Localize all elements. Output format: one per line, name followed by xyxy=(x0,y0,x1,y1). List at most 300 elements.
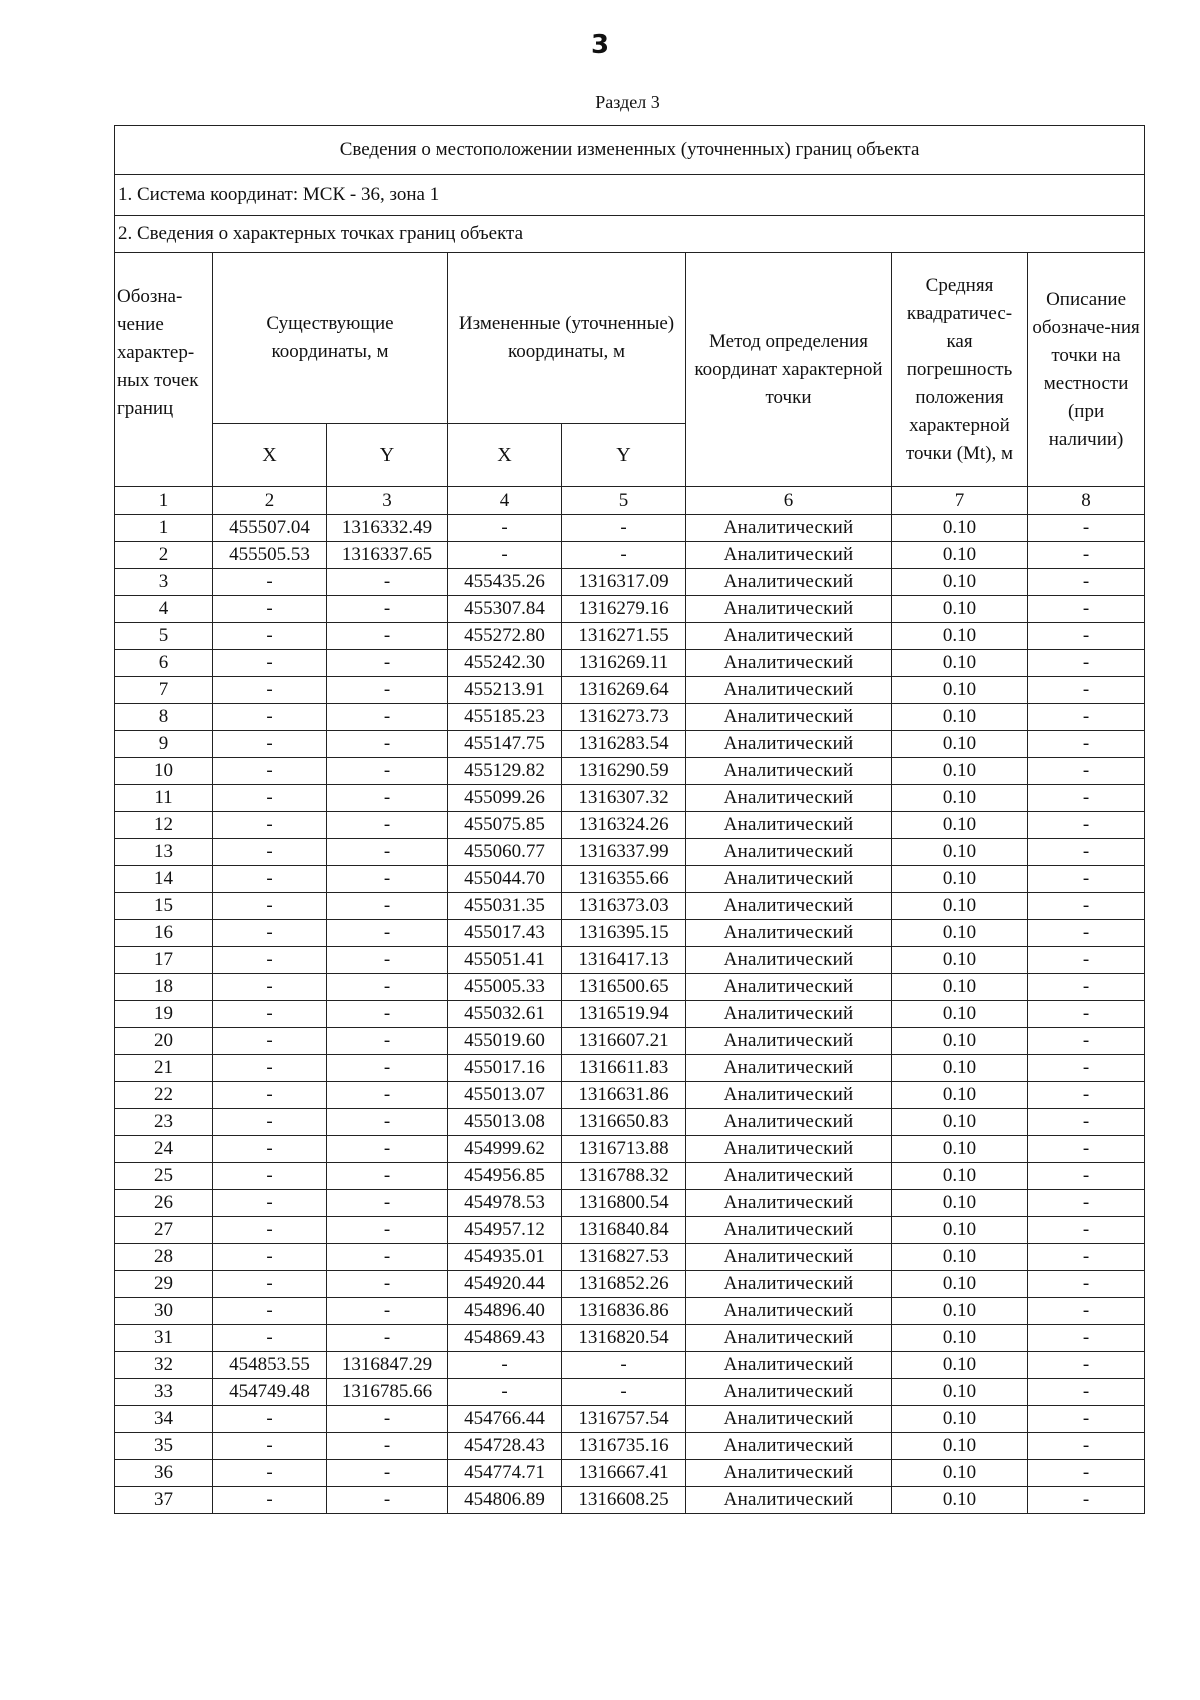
cell-changed-y: 1316608.25 xyxy=(562,1487,686,1514)
column-number: 2 xyxy=(213,487,327,515)
cell-changed-y: 1316324.26 xyxy=(562,812,686,839)
cell-mean-error: 0.10 xyxy=(892,974,1028,1001)
column-number: 6 xyxy=(686,487,892,515)
cell-existing-x: - xyxy=(213,677,327,704)
cell-method: Аналитический xyxy=(686,596,892,623)
cell-existing-x: - xyxy=(213,569,327,596)
cell-method: Аналитический xyxy=(686,785,892,812)
cell-changed-x: 454978.53 xyxy=(448,1190,562,1217)
cell-mean-error: 0.10 xyxy=(892,1433,1028,1460)
cell-description: - xyxy=(1028,704,1145,731)
cell-changed-y: 1316631.86 xyxy=(562,1082,686,1109)
cell-existing-y: - xyxy=(327,623,448,650)
cell-mean-error: 0.10 xyxy=(892,1109,1028,1136)
cell-changed-x: 455013.08 xyxy=(448,1109,562,1136)
cell-method: Аналитический xyxy=(686,1325,892,1352)
cell-existing-x: - xyxy=(213,1028,327,1055)
cell-point-number: 12 xyxy=(115,812,213,839)
cell-changed-y: 1316519.94 xyxy=(562,1001,686,1028)
cell-changed-y: 1316735.16 xyxy=(562,1433,686,1460)
coordinate-system: 1. Система координат: МСК - 36, зона 1 xyxy=(115,175,1145,216)
cell-point-number: 24 xyxy=(115,1136,213,1163)
cell-point-number: 35 xyxy=(115,1433,213,1460)
cell-point-number: 3 xyxy=(115,569,213,596)
cell-mean-error: 0.10 xyxy=(892,623,1028,650)
cell-existing-x: - xyxy=(213,758,327,785)
cell-existing-y: - xyxy=(327,1055,448,1082)
cell-description: - xyxy=(1028,758,1145,785)
cell-mean-error: 0.10 xyxy=(892,1379,1028,1406)
cell-existing-x: - xyxy=(213,1136,327,1163)
cell-point-number: 37 xyxy=(115,1487,213,1514)
header-description: Описание обозначе-ния точки на местности (при наличии) xyxy=(1028,253,1145,487)
cell-point-number: 14 xyxy=(115,866,213,893)
cell-changed-y: - xyxy=(562,1379,686,1406)
cell-method: Аналитический xyxy=(686,515,892,542)
table-row xyxy=(115,1325,1145,1352)
cell-existing-x: - xyxy=(213,866,327,893)
cell-existing-x: - xyxy=(213,623,327,650)
cell-method: Аналитический xyxy=(686,1001,892,1028)
cell-point-number: 19 xyxy=(115,1001,213,1028)
cell-changed-y: 1316307.32 xyxy=(562,785,686,812)
cell-mean-error: 0.10 xyxy=(892,1190,1028,1217)
cell-existing-x: - xyxy=(213,1109,327,1136)
cell-mean-error: 0.10 xyxy=(892,1298,1028,1325)
cell-changed-y: 1316317.09 xyxy=(562,569,686,596)
cell-mean-error: 0.10 xyxy=(892,1136,1028,1163)
cell-changed-x: 455099.26 xyxy=(448,785,562,812)
header-existing-y: Y xyxy=(327,424,448,487)
cell-mean-error: 0.10 xyxy=(892,1460,1028,1487)
table-row xyxy=(115,866,1145,893)
cell-changed-x: 455307.84 xyxy=(448,596,562,623)
cell-existing-y: - xyxy=(327,1001,448,1028)
cell-changed-y: 1316355.66 xyxy=(562,866,686,893)
cell-point-number: 31 xyxy=(115,1325,213,1352)
cell-changed-x: 454957.12 xyxy=(448,1217,562,1244)
table-row xyxy=(115,1136,1145,1163)
cell-existing-x: - xyxy=(213,785,327,812)
cell-existing-x: - xyxy=(213,596,327,623)
cell-existing-x: - xyxy=(213,839,327,866)
table-row xyxy=(115,947,1145,974)
cell-changed-x: 455129.82 xyxy=(448,758,562,785)
cell-description: - xyxy=(1028,1028,1145,1055)
table-row xyxy=(115,1001,1145,1028)
cell-mean-error: 0.10 xyxy=(892,947,1028,974)
cell-mean-error: 0.10 xyxy=(892,920,1028,947)
cell-existing-x: 455505.53 xyxy=(213,542,327,569)
cell-description: - xyxy=(1028,569,1145,596)
table-row xyxy=(115,893,1145,920)
cell-existing-x: - xyxy=(213,1217,327,1244)
cell-point-number: 23 xyxy=(115,1109,213,1136)
cell-point-number: 29 xyxy=(115,1271,213,1298)
cell-changed-y: 1316800.54 xyxy=(562,1190,686,1217)
cell-point-number: 4 xyxy=(115,596,213,623)
cell-existing-y: - xyxy=(327,947,448,974)
cell-changed-x: 455272.80 xyxy=(448,623,562,650)
cell-existing-x: - xyxy=(213,947,327,974)
cell-mean-error: 0.10 xyxy=(892,1217,1028,1244)
cell-changed-y: 1316269.64 xyxy=(562,677,686,704)
cell-changed-y: 1316788.32 xyxy=(562,1163,686,1190)
cell-method: Аналитический xyxy=(686,920,892,947)
cell-changed-y: 1316820.54 xyxy=(562,1325,686,1352)
table-row xyxy=(115,1163,1145,1190)
header-changed-y: Y xyxy=(562,424,686,487)
table-row xyxy=(115,731,1145,758)
cell-mean-error: 0.10 xyxy=(892,1325,1028,1352)
cell-point-number: 7 xyxy=(115,677,213,704)
cell-description: - xyxy=(1028,623,1145,650)
cell-existing-y: - xyxy=(327,1109,448,1136)
table-row xyxy=(115,1352,1145,1379)
cell-method: Аналитический xyxy=(686,1406,892,1433)
cell-method: Аналитический xyxy=(686,1055,892,1082)
cell-changed-y: 1316827.53 xyxy=(562,1244,686,1271)
cell-existing-x: 455507.04 xyxy=(213,515,327,542)
cell-mean-error: 0.10 xyxy=(892,1055,1028,1082)
cell-existing-y: - xyxy=(327,1298,448,1325)
cell-description: - xyxy=(1028,785,1145,812)
cell-changed-x: 455060.77 xyxy=(448,839,562,866)
cell-mean-error: 0.10 xyxy=(892,731,1028,758)
cell-point-number: 9 xyxy=(115,731,213,758)
section-label: Раздел 3 xyxy=(595,92,660,112)
cell-existing-y: - xyxy=(327,893,448,920)
cell-method: Аналитический xyxy=(686,1109,892,1136)
table-row xyxy=(115,1271,1145,1298)
column-number: 3 xyxy=(327,487,448,515)
cell-description: - xyxy=(1028,1352,1145,1379)
cell-method: Аналитический xyxy=(686,1379,892,1406)
cell-mean-error: 0.10 xyxy=(892,893,1028,920)
cell-description: - xyxy=(1028,920,1145,947)
cell-existing-x: - xyxy=(213,1001,327,1028)
cell-description: - xyxy=(1028,650,1145,677)
cell-changed-x: 455435.26 xyxy=(448,569,562,596)
table-row xyxy=(115,1406,1145,1433)
cell-description: - xyxy=(1028,1001,1145,1028)
cell-changed-y: 1316852.26 xyxy=(562,1271,686,1298)
cell-existing-y: - xyxy=(327,1460,448,1487)
cell-description: - xyxy=(1028,1190,1145,1217)
cell-method: Аналитический xyxy=(686,1190,892,1217)
cell-existing-y: - xyxy=(327,1028,448,1055)
cell-point-number: 16 xyxy=(115,920,213,947)
cell-changed-x: 454869.43 xyxy=(448,1325,562,1352)
cell-existing-x: - xyxy=(213,1055,327,1082)
cell-existing-y: - xyxy=(327,974,448,1001)
cell-existing-y: - xyxy=(327,812,448,839)
cell-existing-y: - xyxy=(327,1082,448,1109)
cell-existing-y: - xyxy=(327,1217,448,1244)
cell-changed-x: 455032.61 xyxy=(448,1001,562,1028)
table-row xyxy=(115,974,1145,1001)
cell-point-number: 21 xyxy=(115,1055,213,1082)
cell-method: Аналитический xyxy=(686,1028,892,1055)
table-row xyxy=(115,1379,1145,1406)
cell-description: - xyxy=(1028,1109,1145,1136)
cell-changed-y: 1316269.11 xyxy=(562,650,686,677)
cell-existing-x: - xyxy=(213,1298,327,1325)
cell-existing-x: - xyxy=(213,920,327,947)
cell-existing-y: - xyxy=(327,785,448,812)
cell-changed-x: - xyxy=(448,1352,562,1379)
cell-description: - xyxy=(1028,1433,1145,1460)
header-error: Средняя квадратичес-кая погрешность положения характерной точки (Mt), м xyxy=(892,253,1028,487)
table-row xyxy=(115,1055,1145,1082)
cell-mean-error: 0.10 xyxy=(892,812,1028,839)
cell-method: Аналитический xyxy=(686,1217,892,1244)
cell-point-number: 13 xyxy=(115,839,213,866)
cell-description: - xyxy=(1028,947,1145,974)
cell-point-number: 33 xyxy=(115,1379,213,1406)
cell-changed-x: 455051.41 xyxy=(448,947,562,974)
header-designation: Обозна-чение характер-ных точек границ xyxy=(115,253,213,487)
header-method: Метод определения координат характерной точки xyxy=(686,253,892,487)
column-number: 1 xyxy=(115,487,213,515)
cell-existing-x: - xyxy=(213,1163,327,1190)
cell-mean-error: 0.10 xyxy=(892,650,1028,677)
cell-method: Аналитический xyxy=(686,893,892,920)
table-row xyxy=(115,1460,1145,1487)
column-number: 4 xyxy=(448,487,562,515)
cell-existing-x: - xyxy=(213,1325,327,1352)
table-row xyxy=(115,1217,1145,1244)
cell-changed-y: 1316417.13 xyxy=(562,947,686,974)
cell-point-number: 2 xyxy=(115,542,213,569)
cell-existing-y: - xyxy=(327,1190,448,1217)
cell-description: - xyxy=(1028,1163,1145,1190)
cell-existing-y: - xyxy=(327,1325,448,1352)
table-row xyxy=(115,623,1145,650)
cell-description: - xyxy=(1028,1244,1145,1271)
cell-point-number: 5 xyxy=(115,623,213,650)
cell-description: - xyxy=(1028,974,1145,1001)
cell-method: Аналитический xyxy=(686,704,892,731)
cell-point-number: 27 xyxy=(115,1217,213,1244)
cell-point-number: 30 xyxy=(115,1298,213,1325)
table-row xyxy=(115,1298,1145,1325)
table-row xyxy=(115,758,1145,785)
cell-point-number: 36 xyxy=(115,1460,213,1487)
cell-point-number: 10 xyxy=(115,758,213,785)
cell-existing-x: - xyxy=(213,812,327,839)
cell-changed-x: 455213.91 xyxy=(448,677,562,704)
cell-existing-x: - xyxy=(213,650,327,677)
cell-changed-x: 455031.35 xyxy=(448,893,562,920)
cell-description: - xyxy=(1028,515,1145,542)
cell-existing-y: - xyxy=(327,866,448,893)
cell-method: Аналитический xyxy=(686,947,892,974)
cell-existing-x: - xyxy=(213,731,327,758)
cell-changed-x: 454774.71 xyxy=(448,1460,562,1487)
table-row xyxy=(115,1244,1145,1271)
table-row xyxy=(115,920,1145,947)
cell-existing-y: - xyxy=(327,731,448,758)
cell-method: Аналитический xyxy=(686,758,892,785)
cell-changed-x: 454766.44 xyxy=(448,1406,562,1433)
column-number-row xyxy=(115,487,1145,515)
cell-changed-x: 454728.43 xyxy=(448,1433,562,1460)
cell-mean-error: 0.10 xyxy=(892,1001,1028,1028)
cell-existing-y: - xyxy=(327,1136,448,1163)
cell-description: - xyxy=(1028,839,1145,866)
cell-description: - xyxy=(1028,1136,1145,1163)
cell-changed-x: 455185.23 xyxy=(448,704,562,731)
cell-point-number: 26 xyxy=(115,1190,213,1217)
cell-method: Аналитический xyxy=(686,650,892,677)
cell-point-number: 17 xyxy=(115,947,213,974)
cell-changed-x: 455017.16 xyxy=(448,1055,562,1082)
cell-method: Аналитический xyxy=(686,1163,892,1190)
cell-changed-x: 455075.85 xyxy=(448,812,562,839)
cell-existing-y: 1316332.49 xyxy=(327,515,448,542)
cell-point-number: 28 xyxy=(115,1244,213,1271)
cell-method: Аналитический xyxy=(686,731,892,758)
cell-description: - xyxy=(1028,1298,1145,1325)
cell-changed-y: 1316290.59 xyxy=(562,758,686,785)
cell-existing-y: - xyxy=(327,1487,448,1514)
cell-changed-x: 455019.60 xyxy=(448,1028,562,1055)
table-row xyxy=(115,596,1145,623)
table-row xyxy=(115,650,1145,677)
cell-changed-y: 1316337.99 xyxy=(562,839,686,866)
cell-existing-y: - xyxy=(327,839,448,866)
cell-changed-x: 454806.89 xyxy=(448,1487,562,1514)
cell-description: - xyxy=(1028,1460,1145,1487)
table-row xyxy=(115,1190,1145,1217)
cell-method: Аналитический xyxy=(686,623,892,650)
cell-description: - xyxy=(1028,1379,1145,1406)
cell-existing-x: - xyxy=(213,974,327,1001)
cell-existing-x: - xyxy=(213,1433,327,1460)
cell-changed-x: 455017.43 xyxy=(448,920,562,947)
table-row xyxy=(115,812,1145,839)
table-row xyxy=(115,1028,1145,1055)
cell-mean-error: 0.10 xyxy=(892,1487,1028,1514)
cell-changed-y: 1316271.55 xyxy=(562,623,686,650)
points-caption: 2. Сведения о характерных точках границ объекта xyxy=(115,216,1145,253)
cell-changed-x: 454920.44 xyxy=(448,1271,562,1298)
cell-method: Аналитический xyxy=(686,569,892,596)
cell-changed-x: 454999.62 xyxy=(448,1136,562,1163)
cell-changed-y: 1316757.54 xyxy=(562,1406,686,1433)
cell-point-number: 6 xyxy=(115,650,213,677)
table-row xyxy=(115,704,1145,731)
cell-changed-y: 1316607.21 xyxy=(562,1028,686,1055)
cell-mean-error: 0.10 xyxy=(892,515,1028,542)
cell-description: - xyxy=(1028,1271,1145,1298)
cell-description: - xyxy=(1028,1406,1145,1433)
cell-existing-y: - xyxy=(327,1433,448,1460)
cell-mean-error: 0.10 xyxy=(892,1271,1028,1298)
cell-description: - xyxy=(1028,1217,1145,1244)
cell-point-number: 1 xyxy=(115,515,213,542)
column-number: 7 xyxy=(892,487,1028,515)
cell-mean-error: 0.10 xyxy=(892,1406,1028,1433)
cell-existing-y: - xyxy=(327,1406,448,1433)
cell-changed-x: - xyxy=(448,1379,562,1406)
cell-method: Аналитический xyxy=(686,1352,892,1379)
cell-method: Аналитический xyxy=(686,839,892,866)
cell-changed-y: - xyxy=(562,542,686,569)
table-row xyxy=(115,1082,1145,1109)
header-existing-coordinates: Существующие координаты, м xyxy=(213,253,448,424)
header-changed-x: X xyxy=(448,424,562,487)
cell-changed-y: 1316283.54 xyxy=(562,731,686,758)
cell-changed-x: 454956.85 xyxy=(448,1163,562,1190)
cell-point-number: 34 xyxy=(115,1406,213,1433)
cell-existing-x: - xyxy=(213,704,327,731)
table-row xyxy=(115,1487,1145,1514)
cell-description: - xyxy=(1028,866,1145,893)
cell-existing-y: - xyxy=(327,1271,448,1298)
cell-mean-error: 0.10 xyxy=(892,758,1028,785)
cell-method: Аналитический xyxy=(686,974,892,1001)
cell-point-number: 25 xyxy=(115,1163,213,1190)
cell-changed-y: - xyxy=(562,1352,686,1379)
cell-description: - xyxy=(1028,542,1145,569)
cell-method: Аналитический xyxy=(686,812,892,839)
header-changed-coordinates: Измененные (уточненные) координаты, м xyxy=(448,253,686,424)
cell-existing-x: 454749.48 xyxy=(213,1379,327,1406)
cell-changed-y: 1316273.73 xyxy=(562,704,686,731)
header-existing-x: X xyxy=(213,424,327,487)
cell-existing-y: - xyxy=(327,650,448,677)
cell-mean-error: 0.10 xyxy=(892,569,1028,596)
cell-mean-error: 0.10 xyxy=(892,1163,1028,1190)
cell-existing-y: - xyxy=(327,569,448,596)
cell-existing-y: 1316337.65 xyxy=(327,542,448,569)
cell-mean-error: 0.10 xyxy=(892,1352,1028,1379)
cell-description: - xyxy=(1028,731,1145,758)
cell-existing-x: - xyxy=(213,1082,327,1109)
cell-point-number: 8 xyxy=(115,704,213,731)
cell-existing-x: - xyxy=(213,893,327,920)
cell-method: Аналитический xyxy=(686,1460,892,1487)
cell-method: Аналитический xyxy=(686,866,892,893)
cell-existing-y: - xyxy=(327,677,448,704)
cell-point-number: 11 xyxy=(115,785,213,812)
table-title: Сведения о местоположении измененных (уточненных) границ объекта xyxy=(115,126,1145,175)
cell-description: - xyxy=(1028,1082,1145,1109)
cell-existing-y: - xyxy=(327,704,448,731)
cell-existing-y: - xyxy=(327,596,448,623)
cell-existing-x: - xyxy=(213,1271,327,1298)
cell-mean-error: 0.10 xyxy=(892,866,1028,893)
cell-point-number: 22 xyxy=(115,1082,213,1109)
cell-changed-y: 1316500.65 xyxy=(562,974,686,1001)
cell-mean-error: 0.10 xyxy=(892,704,1028,731)
cell-mean-error: 0.10 xyxy=(892,839,1028,866)
cell-method: Аналитический xyxy=(686,542,892,569)
cell-method: Аналитический xyxy=(686,1487,892,1514)
cell-existing-y: 1316847.29 xyxy=(327,1352,448,1379)
cell-existing-y: - xyxy=(327,758,448,785)
table-row xyxy=(115,1433,1145,1460)
cell-changed-y: 1316840.84 xyxy=(562,1217,686,1244)
cell-changed-y: 1316611.83 xyxy=(562,1055,686,1082)
cell-existing-x: - xyxy=(213,1406,327,1433)
cell-point-number: 18 xyxy=(115,974,213,1001)
cell-mean-error: 0.10 xyxy=(892,596,1028,623)
cell-changed-x: 455242.30 xyxy=(448,650,562,677)
cell-point-number: 32 xyxy=(115,1352,213,1379)
